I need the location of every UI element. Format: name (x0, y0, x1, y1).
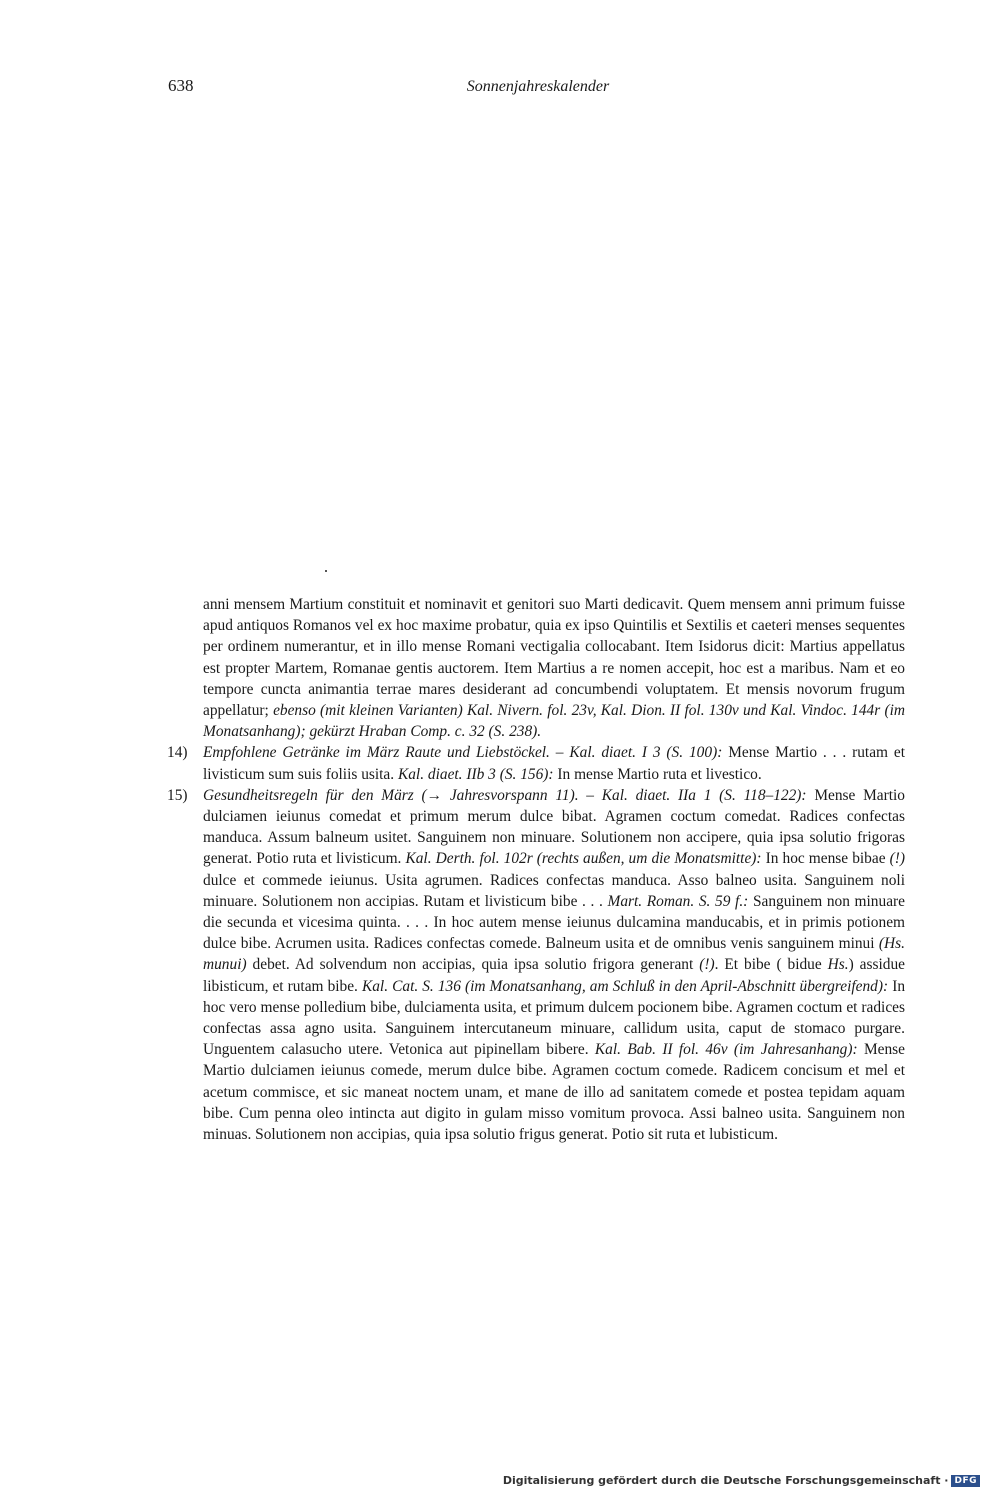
note-15 (167, 785, 906, 1145)
note-segment: ) assidue libisticum, et rutam bibe. (203, 956, 905, 995)
credit-text: Digitalisierung gefördert durch die Deutsche Forschungsgemeinschaft · (502, 1474, 949, 1487)
note-number: 15) (167, 786, 188, 804)
digitization-credit (503, 1474, 980, 1487)
note-segment: Sanguinem non minuare die secunda et vicesima quinta. . . . In hoc autem mense ieiunus dulcamina manducabis, et in primis potionem dulce bibe. Acrumen usita. Radices confectas comede. Balneum usita et de omnibus venis sanguinem minui (203, 892, 905, 953)
note-segment: Mense Martio . . . rutam et livisticum sum suis foliis usita. (203, 744, 905, 783)
continuation-paragraph (203, 594, 905, 742)
continuation-reference: ebenso (mit kleinen Varianten) Kal. Nivern. fol. 23v, Kal. Dion. II fol. 130v und Kal. Vindoc. 144r (im Monatsanhang); gekürzt Hraban Comp. c. 32 (S. 238). (203, 702, 905, 741)
note-segment: Mense Martio dulciamen ieiunus comede, merum dulce bibe. Agramen coctum comede. Radicem concisum et mel et acetum commisce, et sic maneat noctem unam, et mane de illo ad sanitatem comede et postea tepidam aquam bibe. Cum penna oleo intincta aut digito in gulam misso vomitum provoca. Assi balneo usita. Sanguinem non minuas. Solutionem non accipias, quia ipsa solutio frigus generat. Potio sit ruta et lubisticum. (203, 1041, 905, 1144)
note-segment: (Hs. munui) (203, 935, 905, 974)
stray-dot (325, 570, 327, 572)
note-segment: debet. Ad solvendum non accipias, quia ipsa solutio frigora generant (246, 956, 700, 974)
note-segment: Kal. Bab. II fol. 46v (im Jahresanhang): (594, 1041, 858, 1059)
body-text (167, 594, 906, 1145)
page-number: 638 (168, 76, 194, 95)
running-head: Sonnenjahreskalender (466, 78, 610, 95)
note-segment: In hoc vero mense polledium bibe, dulciamenta usita, et primum dulcem pocionem bibe. Agramen coctum et radices confectas assa agno usita. Sanguinem intercutaneum minuare, callidum usita, caput de stomaco purgare. Unguentem calasucho utere. Vetonica aut pipinellam bibere. (203, 977, 906, 1059)
note-segment: (!) (889, 850, 905, 868)
note-14 (167, 742, 905, 784)
note-segment: Mart. Roman. S. 59 f.: (607, 892, 749, 910)
note-segment: In mense Martio ruta et livestico. (553, 765, 762, 783)
note-segment: dulce et commede ieiunus. Usita agrumen. Radices confectas manduca. Asso balneo usita. Sanguinem noli minuare. Solutionem non accipias. Rutam et livisticum bibe . . . (203, 871, 905, 910)
note-segment: (!) (699, 956, 715, 974)
note-segment: Empfohlene Getränke im März Raute und Liebstöckel. – Kal. diaet. I 3 (S. 100): (203, 744, 723, 762)
note-segment: Kal. Derth. fol. 102r (rechts außen, um die Monatsmitte): (405, 850, 762, 868)
note-segment: Gesundheitsregeln für den März (→ Jahresvorspann 11). – Kal. diaet. IIa 1 (S. 118–122): (203, 786, 807, 804)
dfg-logo: DFG (951, 1475, 980, 1487)
note-segment: Kal. diaet. IIb 3 (S. 156): (397, 765, 554, 783)
note-number: 14) (167, 744, 188, 762)
note-segment: . Et bibe ( bidue (714, 956, 828, 974)
note-segment: Mense Martio dulciamen ieiunus comedat et primum merum dulce bibat. Agramen coctum comedat. Radices confectas manduca. Assum balneum usitet. Sanguinem non minuare. Solutionem non accipere, quia ipsa solutio frigoras generat. Potio ruta et livisticum. (203, 786, 906, 868)
note-segment: In hoc mense bibae (761, 850, 890, 868)
note-segment: Kal. Cat. S. 136 (im Monatsanhang, am Schluß in den April-Abschnitt übergreifend): (361, 977, 889, 995)
note-segment: Hs. (827, 956, 849, 974)
continuation-text: anni mensem Martium constituit et nominavit et genitori suo Marti dedicavit. Quem mensem anni primum fuisse apud antiquos Romanos vel ex hoc maxime probatur, quia ex ipso Quintilis et Sextilis et caeteri menses sequentes per ordinem numerantur, et in illo mense Romani vectigalia collocabant. Item Isidorus dicit: Martius appellatus est propter Martem, Romanae gentis auctorem. Item Martius a re nomen accepit, hoc est a maribus. Nam et eo tempore cuncta animantia terrae mares desiderant ad concumbendi voluptatem. Et mensis novorum frugum appellatur; (203, 596, 905, 720)
